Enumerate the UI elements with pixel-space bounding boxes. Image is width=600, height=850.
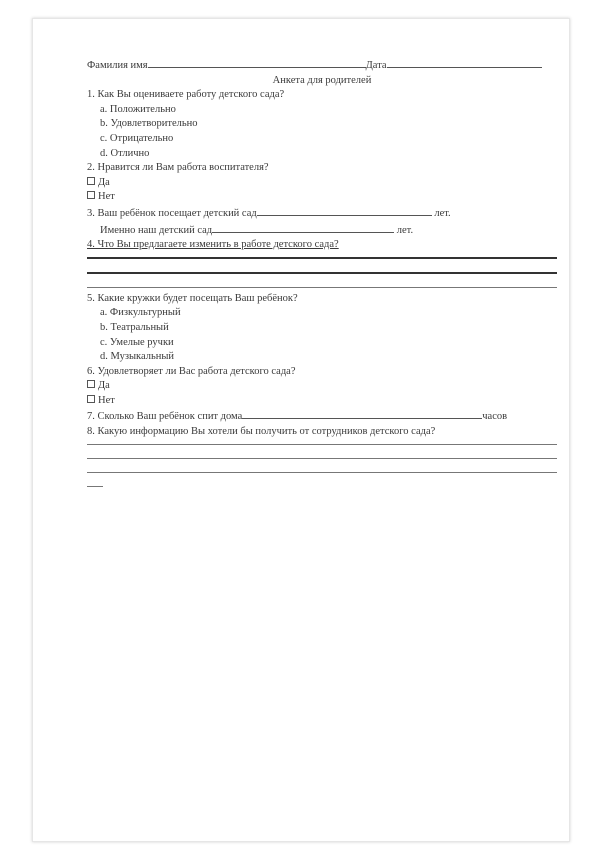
q2-option-no[interactable] xyxy=(87,190,557,205)
q1-option-c[interactable]: c. Отрицательно xyxy=(100,132,174,144)
question-8: 8. Какую информацию Вы хотели бы получить от сотрудников детского сада? xyxy=(87,426,436,438)
checkbox-icon[interactable] xyxy=(87,380,95,388)
question-2: 2. Нравится ли Вам работа воспитателя? xyxy=(87,162,269,174)
q3-text: 3. Ваш ребёнок посещает детский сад xyxy=(87,207,257,219)
question-4: 4. Что Вы предлагаете изменить в работе детского сада? xyxy=(87,239,339,251)
q2-option-yes[interactable] xyxy=(87,176,557,191)
q1-option-d[interactable]: d. Отлично xyxy=(100,147,150,159)
q3-unit: лет. xyxy=(434,207,451,219)
q5-option-d[interactable]: d. Музыкальный xyxy=(100,351,175,363)
question-1: 1. Как Вы оцениваете работу детского сада? xyxy=(87,89,285,101)
question-5: 5. Какие кружки будет посещать Ваш ребёнок? xyxy=(87,292,298,304)
name-label: Фамилия имя xyxy=(87,60,148,71)
q1-option-a[interactable]: a. Положительно xyxy=(100,103,176,115)
questionnaire xyxy=(87,57,557,487)
checkbox-icon[interactable] xyxy=(87,177,95,185)
q7-text: 7. Сколько Ваш ребёнок спит дома xyxy=(87,411,243,423)
date-label: Дата xyxy=(365,60,387,71)
checkbox-icon[interactable] xyxy=(87,191,95,199)
name-field[interactable] xyxy=(148,57,366,68)
question-7 xyxy=(87,408,557,425)
q6-option-no[interactable] xyxy=(87,394,557,409)
q3-sub-text: Именно наш детский сад xyxy=(100,224,213,236)
name-date-row xyxy=(87,57,557,74)
q1-option-b[interactable]: b. Удовлетворительно xyxy=(100,118,198,130)
q3-sub-unit: лет. xyxy=(396,224,414,236)
q3-years-field[interactable] xyxy=(257,205,432,216)
q7-hours-field[interactable] xyxy=(242,408,482,419)
page-title: Анкета для родителей xyxy=(272,74,372,86)
q5-option-a[interactable]: a. Физкультурный xyxy=(100,307,181,319)
question-6: 6. Удовлетворяет ли Вас работа детского сада? xyxy=(87,365,296,377)
q5-option-c[interactable]: c. Умелые ручки xyxy=(100,336,174,348)
question-3 xyxy=(87,205,557,222)
checkbox-icon[interactable] xyxy=(87,395,95,403)
question-3-sub xyxy=(87,222,557,239)
q5-option-b[interactable]: b. Театральный xyxy=(100,321,169,333)
q6-yes-label: Да xyxy=(98,380,110,392)
q6-option-yes[interactable] xyxy=(87,379,557,394)
q8-answer-line-4[interactable] xyxy=(87,486,103,487)
q2-no-label: Нет xyxy=(98,191,115,203)
q3-sub-years-field[interactable] xyxy=(212,222,394,233)
q2-yes-label: Да xyxy=(98,176,110,188)
q7-unit: часов xyxy=(482,411,508,423)
q6-no-label: Нет xyxy=(98,394,115,406)
date-field[interactable] xyxy=(387,57,542,68)
